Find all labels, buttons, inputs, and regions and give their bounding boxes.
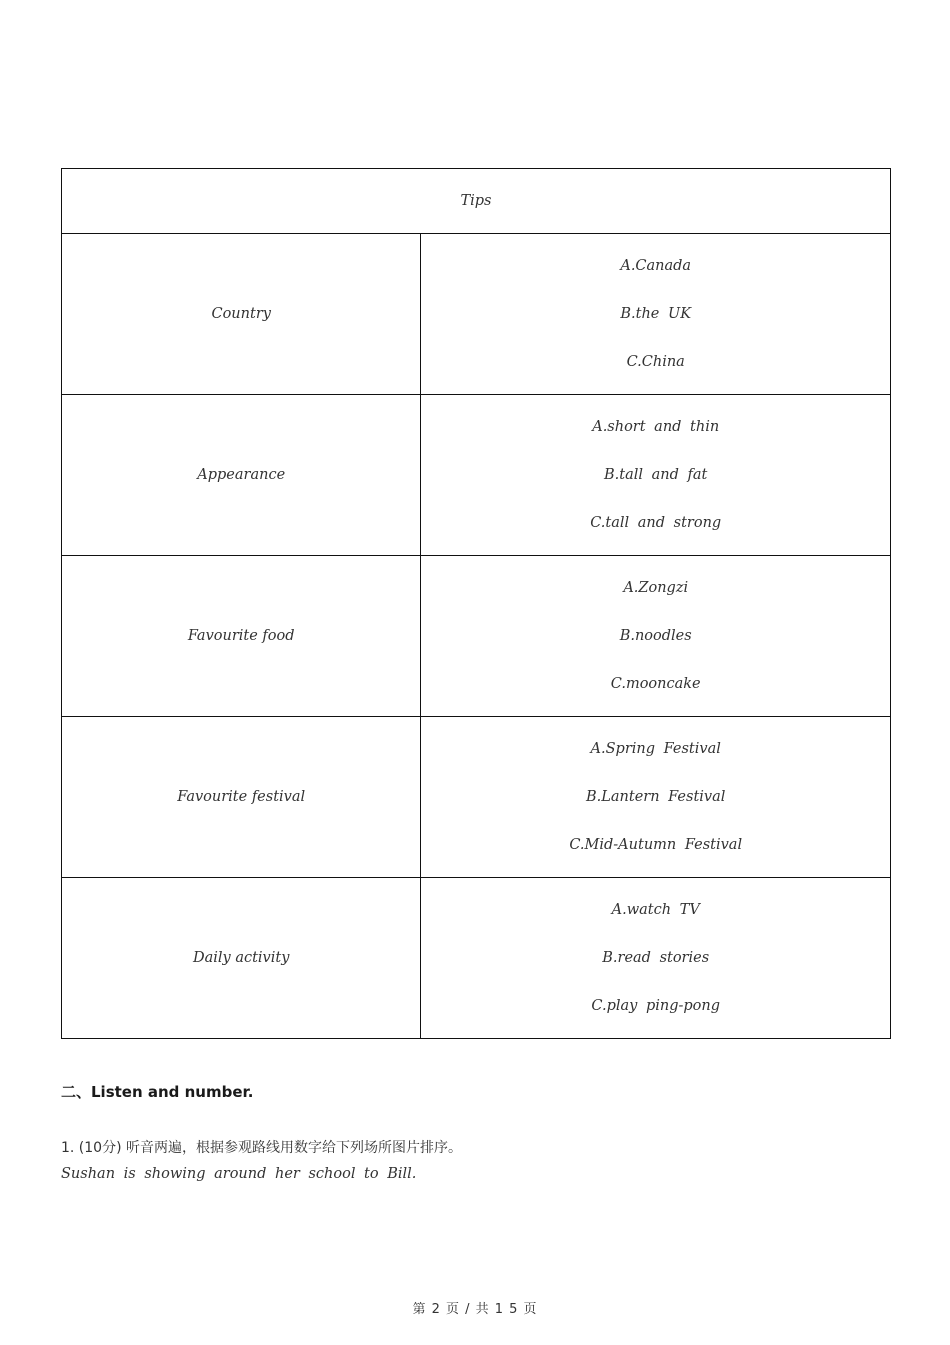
option-item: B.the UK xyxy=(620,306,692,322)
option-item: A.Canada xyxy=(620,258,692,274)
category-cell: Favourite food xyxy=(62,556,421,717)
option-item: B.read stories xyxy=(602,950,710,966)
category-cell: Appearance xyxy=(62,395,421,556)
option-item: B.Lantern Festival xyxy=(586,789,726,805)
option-item: A.watch TV xyxy=(611,902,700,918)
option-item: A.short and thin xyxy=(592,419,720,435)
table-row xyxy=(62,234,891,395)
option-item: A.Spring Festival xyxy=(590,741,721,757)
page-footer: 第 2 页 / 共 1 5 页 xyxy=(412,1302,538,1317)
question-instruction: 1. (10分) 听音两遍，根据参观路线用数字给下列场所图片排序。 xyxy=(61,1140,462,1156)
category-cell: Favourite festival xyxy=(62,717,421,878)
option-item: C.play ping-pong xyxy=(591,998,721,1014)
options-cell xyxy=(421,878,891,1039)
table-row xyxy=(62,717,891,878)
option-item: B.noodles xyxy=(619,628,692,644)
option-item: C.China xyxy=(626,354,685,370)
options-cell xyxy=(421,234,891,395)
option-item: C.Mid-Autumn Festival xyxy=(569,837,743,853)
option-item: A.Zongzi xyxy=(623,580,689,596)
category-cell: Daily activity xyxy=(62,878,421,1039)
options-cell xyxy=(421,556,891,717)
category-cell: Country xyxy=(62,234,421,395)
option-item: B.tall and fat xyxy=(604,467,708,483)
table-header-cell: Tips xyxy=(62,169,891,234)
table-row xyxy=(62,395,891,556)
table-header-row xyxy=(62,169,891,234)
tips-table xyxy=(61,168,891,1039)
section-heading: 二、Listen and number. xyxy=(61,1083,254,1101)
option-item: C.mooncake xyxy=(610,676,701,692)
table-row xyxy=(62,556,891,717)
question-english-text: Sushan is showing around her school to Bill. xyxy=(61,1166,417,1182)
options-cell xyxy=(421,717,891,878)
table-row xyxy=(62,878,891,1039)
options-cell xyxy=(421,395,891,556)
option-item: C.tall and strong xyxy=(590,515,722,531)
